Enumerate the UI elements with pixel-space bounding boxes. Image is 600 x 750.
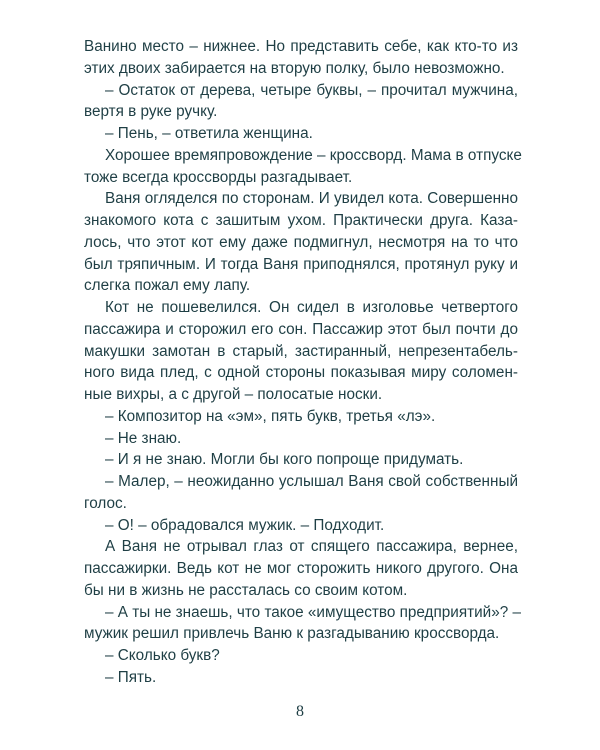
text-line: – И я не знаю. Могли бы кого попроще придумать. — [105, 451, 464, 469]
text-line: – А ты не знаешь, что такое «имущество предприятий»? – — [105, 603, 521, 621]
text-line: Хорошее времяпровождение – кроссворд. Мама в отпуске — [105, 146, 522, 164]
text-line: вертя в руке ручку. — [84, 103, 218, 121]
text-line: этих двоих забирается на вторую полку, было невозможно. — [84, 59, 505, 77]
text-line: – Пень, – ответила женщина. — [105, 125, 313, 142]
text-line: – Сколько букв? — [105, 647, 220, 664]
text-line: – Композитор на «эм», пять букв, третья «лэ». — [105, 407, 436, 425]
page-text — [84, 36, 522, 689]
text-line: Ваня огляделся по сторонам. И увидел кота. Совершенно — [105, 190, 518, 208]
text-line: тоже всегда кроссворды разгадывает. — [84, 168, 353, 186]
text-line: – Не знаю. — [105, 429, 182, 447]
text-line: знакомого кота с зашитым ухом. Практически друга. Каза- — [84, 212, 518, 229]
text-line: ного вида плед, с одной стороны показывая миру соломен- — [84, 364, 518, 382]
text-line: мужик решил привлечь Ваню к разгадыванию кроссворда. — [84, 625, 500, 643]
text-line: А Ваня не отрывал глаз от спящего пассажира, вернее, — [105, 538, 518, 556]
text-line: – О! – обрадовался мужик. – Подходит. — [105, 516, 385, 534]
page-number: 8 — [296, 703, 304, 720]
text-line: бы ни в жизнь не рассталась со своим котом. — [84, 581, 408, 599]
text-line: пассажирки. Ведь кот не мог сторожить никого другого. Она — [84, 560, 518, 577]
text-line: Ванино место – нижнее. Но представить себе, как кто-то из — [84, 38, 518, 55]
text-line: – Малер, – неожиданно услышал Ваня свой собственный — [105, 473, 518, 490]
text-line: – Остаток от дерева, четыре буквы, – прочитал мужчина, — [105, 81, 518, 99]
text-line: голос. — [84, 494, 127, 512]
text-line: ные вихры, а с другой – полосатые носки. — [84, 386, 383, 403]
text-line: был тряпичным. И тогда Ваня приподнялся, протянул руку и — [84, 255, 518, 273]
text-line: пассажира и сторожил его сон. Пассажир этот был почти до — [84, 320, 518, 338]
text-line: Кот не пошевелился. Он сидел в изголовье четвертого — [105, 299, 518, 316]
text-line: слегка пожал ему лапу. — [84, 277, 251, 295]
text-line: – Пять. — [105, 668, 157, 686]
text-line: лось, что этот кот ему даже подмигнул, несмотря на то что — [84, 233, 518, 251]
text-line: макушки замотан в старый, застиранный, непрезентабель- — [84, 342, 518, 360]
